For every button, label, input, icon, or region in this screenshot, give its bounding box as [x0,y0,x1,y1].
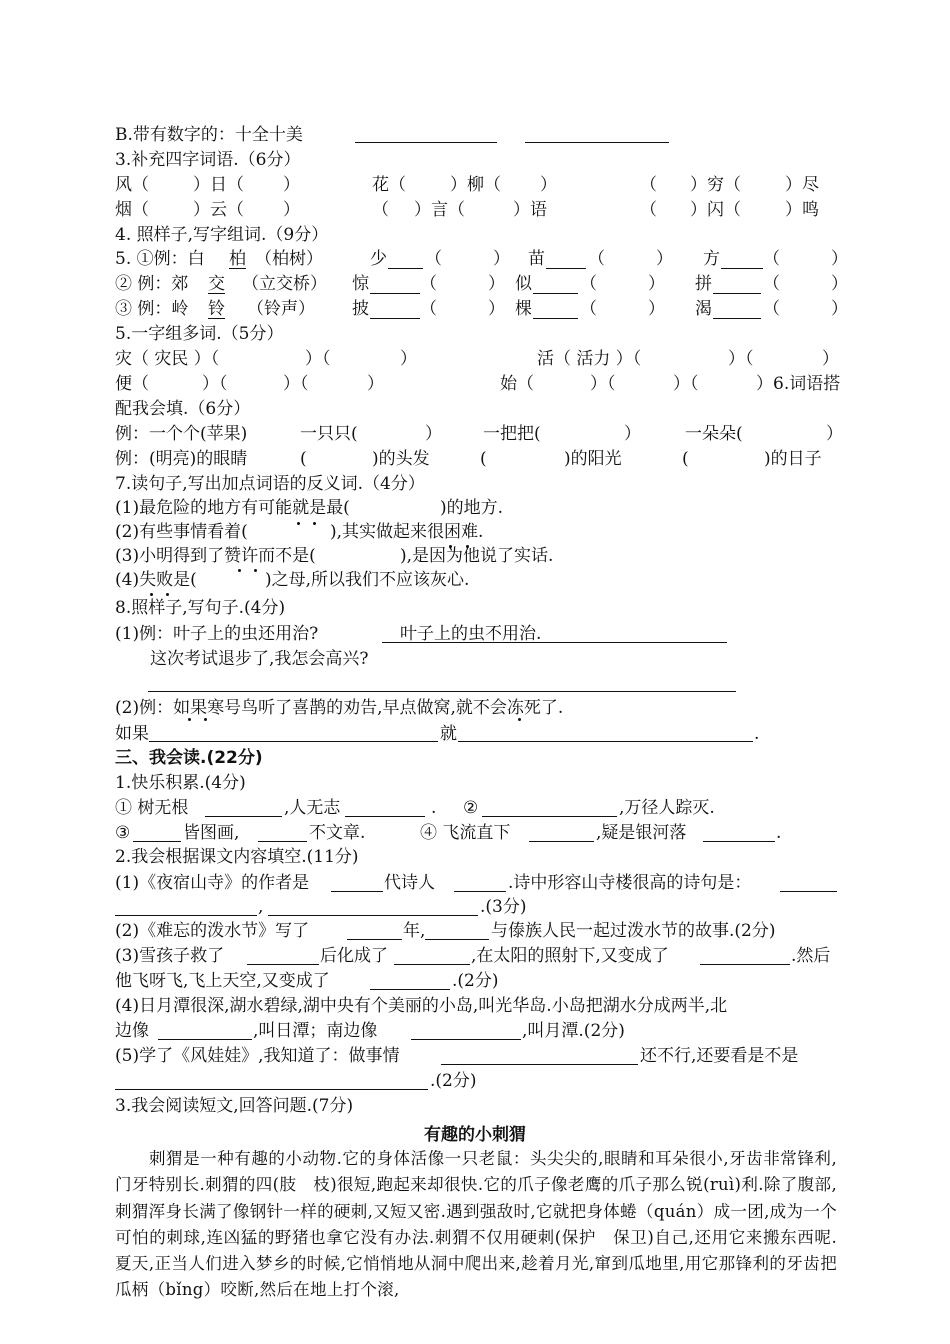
answer-blank[interactable] [115,897,257,916]
answer-blank[interactable] [713,300,761,319]
answer-blank[interactable] [713,275,761,294]
answer-blank[interactable] [525,124,669,143]
answer-blank[interactable] [411,1021,521,1040]
q8-task-1: 这次考试退步了,我怎会高兴? [150,649,369,669]
answer-blank[interactable] [441,1046,638,1065]
answer-blank[interactable] [247,946,319,965]
part-3-title: 3.我会阅读短文,回答问题.(7分) [115,1096,354,1116]
q8-then-label: 就 [440,724,457,744]
answer-blank[interactable] [454,873,506,892]
answer-blank[interactable] [133,823,181,842]
story-title: 有趣的小刺猬 [424,1125,526,1145]
q8-example-2: (2)例：如果寒号鸟听了喜鹊的劝告,早点做窝,就不会冻死了. [115,698,564,718]
answer-blank[interactable] [268,897,478,916]
answer-blank[interactable] [205,798,282,817]
q7-title: 7.读句子,写出加点词语的反义词.（4分） [115,474,425,494]
answer-blank[interactable] [345,798,425,817]
q2b-label: B.带有数字的：十全十美 [115,125,303,145]
q8-example-1: (1)例：叶子上的虫还用治? [115,624,319,644]
answer-blank[interactable] [458,723,753,742]
answer-blank[interactable] [370,300,420,319]
answer-blank[interactable] [149,723,438,742]
q6-title: 配我会填.（6分） [115,399,251,419]
answer-blank[interactable] [394,946,470,965]
answer-line[interactable] [148,673,736,692]
answer-blank[interactable] [780,873,837,892]
answer-blank[interactable] [529,823,594,842]
story-body: 刺猬是一种有趣的小动物.它的身体活像一只老鼠：头尖尖的,眼睛和耳朵很小,牙齿非常锋利,门牙特别长.刺猬的四(肢 枝)很短,跑起来却很快.它的爪子像老鹰的爪子那么锐(ruì)利.除了腹部,刺猬浑身长满了像钢针一样的硬刺,又短又密.遇到强敌时,它就把身体蜷（quán）成一团,成为一个可怕的刺球,连凶猛的野猪也拿它没有办法.刺猬不仅用硬刺(保护 保卫)自己,还用它来搬东西呢.夏天,正当人们进入梦乡的时候,它悄悄地从洞中爬出来,趁着月光,窜到瓜地里,用它那锋利的牙齿把瓜柄（bǐng）咬断,然后在地上打个滚, [115,1149,837,1300]
answer-blank[interactable] [331,873,383,892]
answer-blank[interactable] [355,124,497,143]
answer-blank[interactable] [700,946,790,965]
answer-blank[interactable] [388,250,423,269]
q3-title: 3.补充四字词语.（6分） [115,150,301,170]
answer-blank[interactable] [425,921,489,940]
answer-blank[interactable] [115,1071,428,1090]
answer-blank[interactable] [703,823,775,842]
q8-example-answer: 叶子上的虫不用治. [400,624,542,644]
q8-title: 8.照样子,写句子.(4分) [115,598,286,618]
q8-if-label: 如果 [115,724,149,744]
answer-blank[interactable] [370,275,420,294]
part-1-title: 1.快乐积累.(4分) [115,773,246,793]
part-2-title: 2.我会根据课文内容填空.(11分) [115,847,359,867]
q5-title: 5.一字组多词.（5分） [115,324,284,344]
section-3-title: 三、我会读.(22分) [115,748,263,768]
answer-blank[interactable] [482,798,617,817]
answer-blank[interactable] [370,971,450,990]
answer-blank[interactable] [158,1021,252,1040]
answer-blank[interactable] [347,921,402,940]
answer-blank[interactable] [721,250,763,269]
answer-blank[interactable] [533,300,578,319]
answer-blank[interactable] [258,823,307,842]
answer-blank[interactable] [546,250,586,269]
q4-title: 4. 照样子,写字组词.（9分） [115,225,329,245]
answer-blank[interactable] [533,275,578,294]
